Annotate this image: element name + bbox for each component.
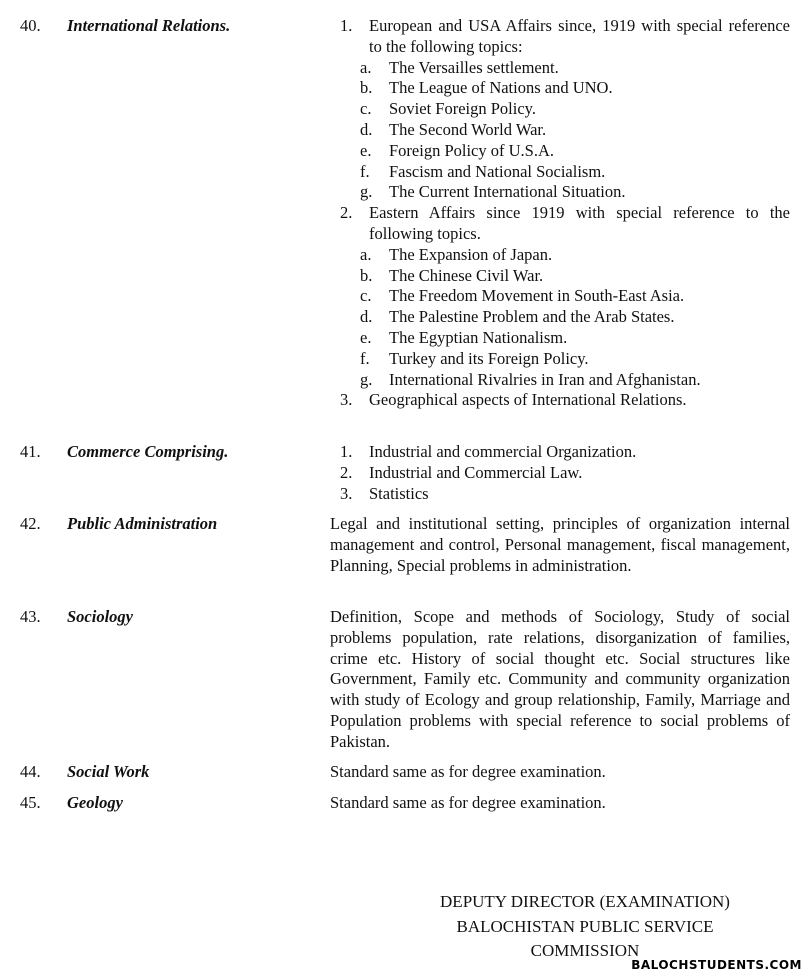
entry-number: 42. <box>20 514 41 533</box>
subtopic-item <box>330 162 790 183</box>
list-marker: d. <box>360 307 373 327</box>
signature-organization: BALOCHISTAN PUBLIC SERVICE <box>456 916 714 936</box>
subtopic-text: Turkey and its Foreign Policy. <box>389 348 589 368</box>
list-marker: g. <box>360 369 373 389</box>
subject-title: International Relations. <box>67 16 231 35</box>
numbered-topic-list <box>330 16 790 411</box>
entry-number: 41. <box>20 442 41 461</box>
list-marker: a. <box>360 244 372 264</box>
subtopic-item <box>330 120 790 141</box>
topic-text: European and USA Affairs since, 1919 with special reference to the following topics: <box>369 16 790 56</box>
list-marker: 3. <box>340 390 353 410</box>
list-marker: e. <box>360 140 372 160</box>
topic-item <box>330 484 790 505</box>
list-marker: b. <box>360 265 373 285</box>
list-marker: f. <box>360 161 370 181</box>
list-marker: c. <box>360 99 372 119</box>
subtopic-text: The Current International Situation. <box>389 182 626 202</box>
topic-list <box>330 16 790 411</box>
topic-list <box>330 442 790 504</box>
list-marker: g. <box>360 182 373 202</box>
list-marker: 3. <box>340 483 353 503</box>
subtopic-text: The Palestine Problem and the Arab States. <box>389 307 675 327</box>
list-marker: 2. <box>340 462 353 482</box>
entry-number: 40. <box>20 16 41 35</box>
subtopic-text: Fascism and National Socialism. <box>389 161 606 181</box>
signature-title: DEPUTY DIRECTOR (EXAMINATION) <box>440 892 730 911</box>
list-marker: 1. <box>340 442 353 461</box>
subtopic-item <box>330 78 790 99</box>
list-marker: d. <box>360 119 373 139</box>
topic-item <box>330 442 790 463</box>
subtopic-list <box>360 57 790 204</box>
subtopic-text: The League of Nations and UNO. <box>389 78 613 98</box>
subtopic-text: International Rivalries in Iran and Afghanistan. <box>389 369 701 389</box>
subject-description: Definition, Scope and methods of Sociology, Study of social problems population, rate relations, disorganization of families, crime etc. History of social thought etc. Social structures like Government, Family etc. Community and community organization with study of Ecology and group relationship, Family, Marriage and Population problems with special reference to social problems of Pakistan. <box>330 607 790 751</box>
topic-text: Industrial and commercial Organization. <box>369 442 637 461</box>
subtopic-text: The Expansion of Japan. <box>389 244 553 264</box>
topic-text: Eastern Affairs since 1919 with special reference to the following topics. <box>369 203 790 243</box>
subtopic-item <box>330 58 790 79</box>
subtopic-text: The Second World War. <box>389 119 547 139</box>
subject-description: Standard same as for degree examination. <box>330 793 606 812</box>
subject-description: Legal and institutional setting, principles of organization internal management and control, Personal management, fiscal management, Planning, Special problems in administration. <box>330 514 790 575</box>
list-marker: 2. <box>340 203 353 223</box>
topic-text: Statistics <box>369 483 429 503</box>
topic-text: Industrial and Commercial Law. <box>369 462 583 482</box>
topic-item <box>330 16 790 203</box>
subtopic-item <box>330 370 790 391</box>
subject-description: Standard same as for degree examination. <box>330 762 606 781</box>
subtopic-item <box>330 349 790 370</box>
subtopic-item <box>330 328 790 349</box>
topic-item <box>330 390 790 411</box>
entry-number: 44. <box>20 762 41 781</box>
signature-block <box>420 890 750 964</box>
subject-title: Geology <box>67 793 123 812</box>
topic-item <box>330 463 790 484</box>
subtopic-item <box>330 99 790 120</box>
list-marker: a. <box>360 57 372 77</box>
subtopic-item <box>330 286 790 307</box>
numbered-topic-list <box>330 442 790 504</box>
subtopic-item <box>330 307 790 328</box>
subtopic-list <box>360 244 790 391</box>
signature-organization-cont: COMMISSION <box>530 941 640 960</box>
topic-item <box>330 203 790 390</box>
list-marker: b. <box>360 78 373 98</box>
subtopic-text: The Chinese Civil War. <box>389 265 544 285</box>
subtopic-text: The Versailles settlement. <box>389 57 559 77</box>
subject-title: Public Administration <box>67 514 218 533</box>
subject-title: Social Work <box>67 762 150 781</box>
site-watermark: BALOCHSTUDENTS.COM <box>631 958 802 973</box>
subtopic-item <box>330 141 790 162</box>
subtopic-text: The Freedom Movement in South-East Asia. <box>389 286 685 306</box>
topic-text: Geographical aspects of International Relations. <box>369 390 687 410</box>
subtopic-text: Soviet Foreign Policy. <box>389 99 536 119</box>
list-marker: c. <box>360 286 372 306</box>
list-marker: 1. <box>340 16 353 35</box>
entry-number: 43. <box>20 607 41 626</box>
subtopic-text: Foreign Policy of U.S.A. <box>389 140 554 160</box>
subtopic-item <box>330 245 790 266</box>
subtopic-text: The Egyptian Nationalism. <box>389 327 568 347</box>
subject-title: Commerce Comprising. <box>67 442 229 461</box>
subtopic-item <box>330 266 790 287</box>
list-marker: e. <box>360 327 372 347</box>
subtopic-item <box>330 182 790 203</box>
entry-number: 45. <box>20 793 41 812</box>
subject-title: Sociology <box>67 607 133 626</box>
list-marker: f. <box>360 348 370 368</box>
